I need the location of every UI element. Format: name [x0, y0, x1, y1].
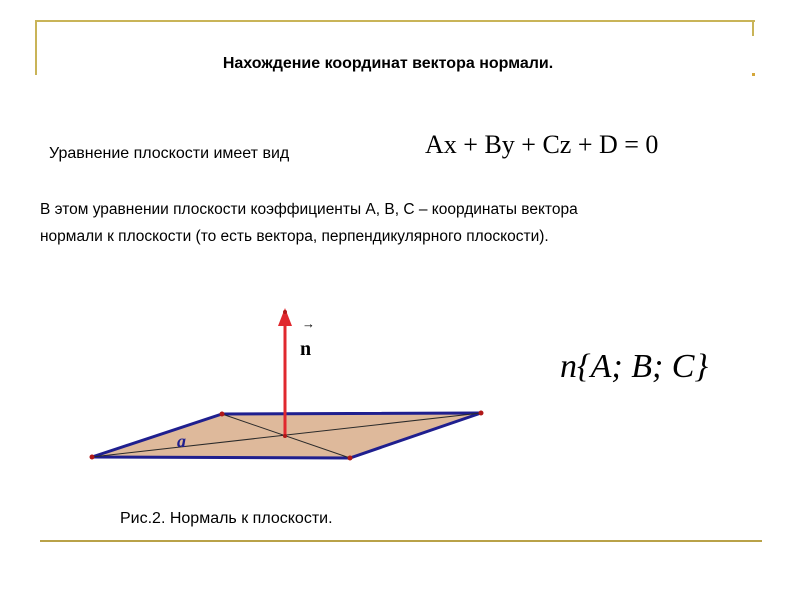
paragraph-line-1: В этом уравнении плоскости коэффициенты А, В, С – координаты вектора — [40, 201, 578, 218]
vector-tip-point — [283, 310, 287, 314]
plane-vertex — [348, 456, 353, 461]
plane-vertex — [479, 411, 484, 416]
equation-label: Уравнение плоскости имеет вид — [49, 145, 290, 162]
plane-label: a — [177, 431, 186, 451]
normal-coordinates: n{A; B; C} — [560, 348, 709, 385]
vector-label: n — [300, 338, 312, 360]
slide-title: Нахождение координат вектора нормали. — [222, 55, 554, 72]
vector-arrow-mark: → — [302, 316, 315, 331]
plane-vertex — [90, 455, 95, 460]
paragraph-line-2: нормали к плоскости (то есть вектора, перпендикулярного плоскости). — [40, 228, 549, 245]
figure-caption: Рис.2. Нормаль к плоскости. — [120, 510, 333, 527]
plane-vertex — [220, 412, 225, 417]
vector-origin-point — [283, 434, 287, 438]
plane-equation: Ax + By + Cz + D = 0 — [425, 130, 659, 159]
